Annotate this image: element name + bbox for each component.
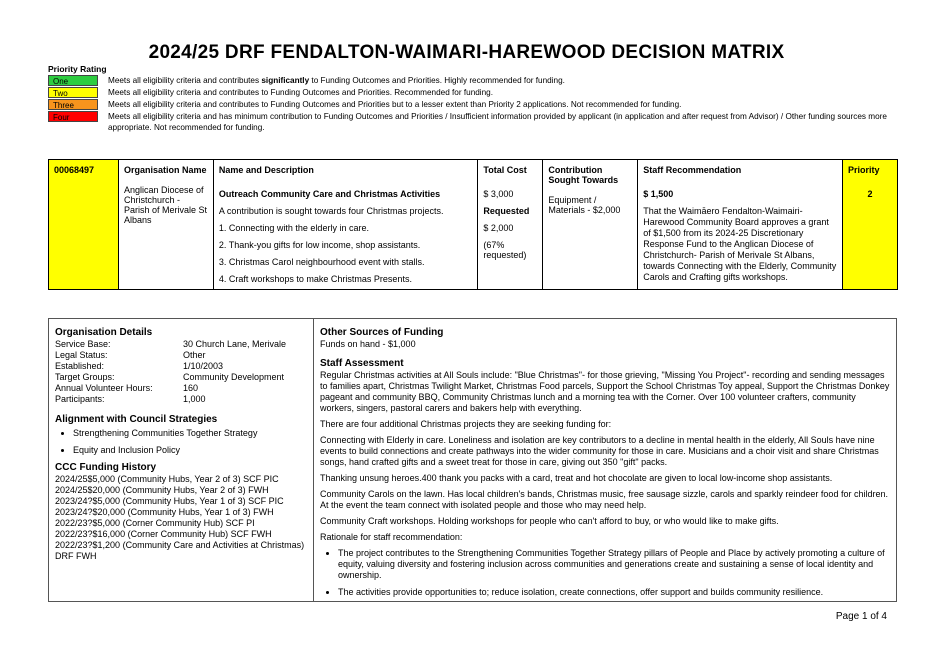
name-description-cell <box>213 160 478 290</box>
priority-swatch: Three <box>48 99 98 110</box>
alignment-header: Alignment with Council Strategies <box>55 414 218 425</box>
priority-description-text: to Funding Outcomes and Priorities. Highly recommended for funding. <box>309 76 565 85</box>
project-line: 1. Connecting with the elderly in care. <box>218 223 369 233</box>
org-detail-row <box>55 339 307 350</box>
alignment-item: • Strengthening Communities Together Strategy <box>73 428 307 439</box>
priority-legend-row <box>48 87 888 98</box>
organisation-header: Organisation Name <box>123 165 207 175</box>
org-detail-value: Other <box>183 350 206 360</box>
org-detail-row <box>55 394 307 405</box>
project-line: 2. Thank-you gifts for low income, shop assistants. <box>218 240 421 250</box>
details-panel <box>48 318 897 602</box>
rationale-item: • The activities provide opportunities to; reduce isolation, create connections, offer support and builds community resilience. <box>338 587 890 598</box>
priority-legend-row <box>48 111 888 133</box>
org-detail-row <box>55 350 307 361</box>
ccc-history-list <box>55 474 307 562</box>
project-line: 3. Christmas Carol neighbourhood event with stalls. <box>218 257 425 267</box>
name-description-header: Name and Description <box>218 165 314 175</box>
contribution-value: Equipment / Materials - $2,000 <box>548 195 621 215</box>
rationale-item: • The project contributes to the Strengthening Communities Together Strategy pillars of People and Place by actively promoting a culture of equity, valuing diversity and fostering inclusion across communities and generations create and sustaining a sense of local identity and ownership. <box>338 548 890 581</box>
priority-legend-row <box>48 75 888 86</box>
org-detail-value: 1,000 <box>183 394 206 404</box>
organisation-cell <box>118 160 213 290</box>
staff-recommendation-text: That the Waimāero Fendalton-Waimairi-Harewood Community Board approves a grant of $1,500 from its 2024-25 Discretionary Response Fund to the Anglican Diocese of Christchurch- Parish of Merivale St Albans, towards Connecting with the Elderly, Community Carols and Crafting gifts workshops. <box>643 206 837 282</box>
total-cost-cell <box>478 160 543 290</box>
ccc-history-item: 2023/24?$5,000 (Community Hubs, Year 1 of 3) SCF PIC <box>55 496 284 506</box>
org-detail-label: Annual Volunteer Hours: <box>55 383 153 393</box>
right-column <box>314 319 896 601</box>
alignment-item: • Equity and Inclusion Policy <box>73 445 307 456</box>
priority-description <box>108 99 681 110</box>
priority-header: Priority <box>847 165 880 175</box>
priority-description-text: Meets all eligibility criteria and contributes to Funding Outcomes and Priorities but to a lesser extent than Priority 2 applications. Not recommended for funding. <box>108 100 682 109</box>
org-details-header: Organisation Details <box>55 327 153 338</box>
priority-value: 2 <box>867 189 873 199</box>
staff-recommendation-amount: $ 1,500 <box>643 189 674 199</box>
org-details-list <box>55 339 307 405</box>
org-detail-value: 1/10/2003 <box>183 361 224 371</box>
project-line: 4. Craft workshops to make Christmas Presents. <box>218 274 412 284</box>
matrix-row <box>49 160 898 290</box>
priority-description <box>108 75 565 86</box>
priority-description-emphasis: significantly <box>261 76 310 85</box>
project-line: A contribution is sought towards four Christmas projects. <box>218 206 444 216</box>
ccc-history-item: 2024/25$5,000 (Community Hubs, Year 2 of 3) SCF PIC <box>55 474 279 484</box>
priority-legend-header: Priority Rating <box>48 64 107 74</box>
priority-swatch: Four <box>48 111 98 122</box>
decision-matrix-table <box>48 159 898 290</box>
ccc-history-item: 2022/23?$16,000 (Corner Community Hub) SCF FWH <box>55 529 272 539</box>
priority-swatch: Two <box>48 87 98 98</box>
ccc-history-item: 2024/25$20,000 (Community Hubs, Year 2 of 3) FWH <box>55 485 269 495</box>
assessment-paragraph: Community Carols on the lawn. Has local children's bands, Christmas music, free sausage sizzle, carols and sparkly reindeer food for children. At the event the team connect with isolated people and those who may need help. <box>320 489 888 510</box>
rationale-list <box>320 548 890 598</box>
org-detail-label: Participants: <box>55 394 105 404</box>
priority-description <box>108 111 888 133</box>
other-funding-header: Other Sources of Funding <box>320 327 444 338</box>
priority-legend-row <box>48 99 888 110</box>
total-cost: $ 3,000 <box>483 189 514 199</box>
priority-cell <box>842 160 897 290</box>
assessment-paragraph: Regular Christmas activities at All Souls include: "Blue Christmas"- for those grieving, "Missing You Project"- recording and sending messages to families apart, Christmas Twilight Market, Christmas Food parcels, Support the School Christmas Toy appeal, Support the Christmas Donkey pageant and community BBQ, Community Christmas lunch and a morning tea with the Corner. Over 100 volunteer crafters, community workers, singers, pastoral carers and bakers help with everything. <box>320 370 890 413</box>
page-number: Page 1 of 4 <box>835 611 887 622</box>
staff-assessment-body <box>320 370 890 543</box>
org-detail-label: Established: <box>55 361 105 371</box>
priority-legend <box>48 64 888 134</box>
assessment-paragraph: Connecting with Elderly in care. Loneliness and isolation are key contributors to a decline in mental health in the elderly, All Souls have nine events to build connections and create pathways into the wider community for those in care. Musicians and a choir visit and share Christmas songs, hand crafted gifts and a sweet treat for those in care, giving out 350 "gift" packs. <box>320 435 879 467</box>
assessment-paragraph: Thanking unsung heroes.400 thank you packs with a card, treat and hot chocolate are given to local low-income shop assistants. <box>320 473 833 483</box>
org-detail-row <box>55 372 307 383</box>
requested-percent: (67% requested) <box>483 240 527 260</box>
staff-recommendation-header: Staff Recommendation <box>643 165 742 175</box>
alignment-list <box>55 428 307 456</box>
application-id: 00068497 <box>54 165 95 175</box>
org-detail-label: Legal Status: <box>55 350 108 360</box>
organisation-name: Anglican Diocese of Christchurch - Parish of Merivale St Albans <box>123 185 207 225</box>
left-column <box>49 319 314 601</box>
application-id-cell <box>49 160 119 290</box>
total-cost-header: Total Cost <box>483 165 527 175</box>
ccc-history-item: 2023/24?$20,000 (Community Hubs, Year 1 of 3) FWH <box>55 507 274 517</box>
org-detail-label: Target Groups: <box>55 372 115 382</box>
ccc-history-header: CCC Funding History <box>55 462 157 473</box>
page-title: 2024/25 DRF FENDALTON-WAIMARI-HAREWOOD DECISION MATRIX <box>148 42 785 63</box>
ccc-history-item: 2022/23?$1,200 (Community Care and Activities at Christmas) DRF FWH <box>55 540 305 561</box>
priority-description-text: Meets all eligibility criteria and contributes <box>108 76 262 85</box>
project-title: Outreach Community Care and Christmas Activities <box>218 189 441 199</box>
priority-description-text: Meets all eligibility criteria and has minimum contribution to Funding Outcomes and Priorities / Insufficient information provided by applicant (in application and after request from Advisor) / Other funding sources more appropriate. Not recommended for funding. <box>108 112 887 132</box>
assessment-paragraph: There are four additional Christmas projects they are seeking funding for: <box>320 419 612 429</box>
assessment-paragraph: Rationale for staff recommendation: <box>320 532 463 542</box>
requested-amount: $ 2,000 <box>483 223 514 233</box>
assessment-paragraph: Community Craft workshops. Holding workshops for people who can't afford to buy, or who would like to make gifts. <box>320 516 779 526</box>
contribution-cell <box>543 160 638 290</box>
priority-swatch: One <box>48 75 98 86</box>
contribution-header: Contribution Sought Towards <box>548 165 619 185</box>
staff-recommendation-cell <box>638 160 843 290</box>
org-detail-value: 30 Church Lane, Merivale <box>183 339 287 349</box>
priority-description-text: Meets all eligibility criteria and contributes to Funding Outcomes and Priorities. Recommended for funding. <box>108 88 494 97</box>
org-detail-label: Service Base: <box>55 339 111 349</box>
priority-description <box>108 87 493 98</box>
org-detail-value: Community Development <box>183 372 285 382</box>
ccc-history-item: 2022/23?$5,000 (Corner Community Hub) SCF PI <box>55 518 255 528</box>
staff-assessment-header: Staff Assessment <box>320 358 404 369</box>
org-detail-value: 160 <box>183 383 199 393</box>
other-funding-text: Funds on hand - $1,000 <box>320 339 416 349</box>
requested-label: Requested <box>483 206 530 216</box>
org-detail-row <box>55 383 307 394</box>
org-detail-row <box>55 361 307 372</box>
